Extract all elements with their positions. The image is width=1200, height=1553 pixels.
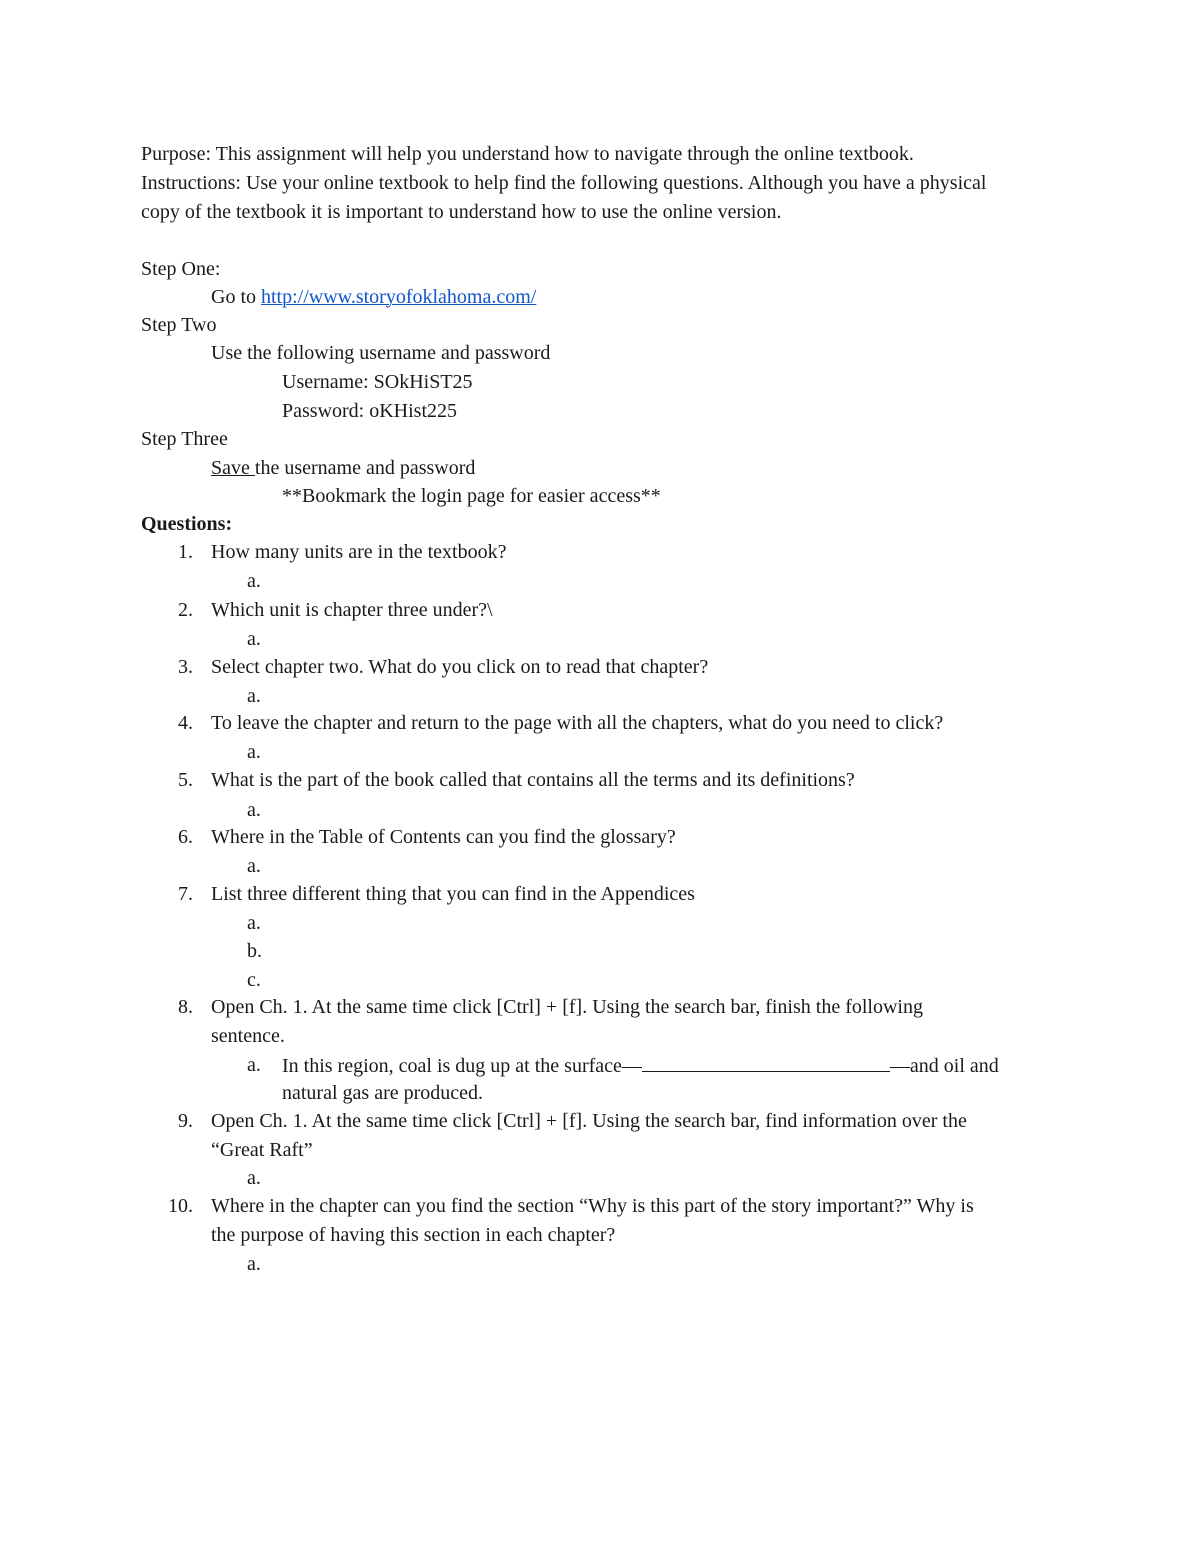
answer-label: a. xyxy=(247,1253,261,1275)
question-text: To leave the chapter and return to the page with all the chapters, what do you need to click? xyxy=(211,712,944,734)
question-number: 5. xyxy=(178,769,193,791)
answer-label: a. xyxy=(247,685,261,707)
question-number: 8. xyxy=(178,996,193,1018)
instructions-line-continued: copy of the textbook it is important to understand how to use the online version. xyxy=(141,201,782,223)
question-text-continued: “Great Raft” xyxy=(211,1139,313,1161)
question-text: Where in the Table of Contents can you find the glossary? xyxy=(211,826,676,848)
answer-label: a. xyxy=(247,855,261,877)
questions-heading: Questions: xyxy=(141,513,233,535)
question-text: Select chapter two. What do you click on to read that chapter? xyxy=(211,656,709,678)
question-number: 2. xyxy=(178,599,193,621)
password-line: Password: oKHist225 xyxy=(282,400,458,422)
question-number: 6. xyxy=(178,826,193,848)
question-text: Which unit is chapter three under?\ xyxy=(211,599,493,621)
question-text: How many units are in the textbook? xyxy=(211,541,507,563)
step-three-rest: the username and password xyxy=(254,457,476,479)
step-one-text xyxy=(211,283,536,311)
bookmark-note: **Bookmark the login page for easier access** xyxy=(282,485,661,507)
question-number: 3. xyxy=(178,656,193,678)
step-three-save: Save xyxy=(211,457,255,479)
fill-in-sentence-continued: natural gas are produced. xyxy=(282,1082,484,1104)
fill-in-blank xyxy=(642,1051,890,1072)
answer-label: a. xyxy=(247,570,261,592)
question-text: Open Ch. 1. At the same time click [Ctrl] + [f]. Using the search bar, finish the following xyxy=(211,996,923,1018)
answer-label: a. xyxy=(247,628,261,650)
question-number: 4. xyxy=(178,712,193,734)
textbook-website-link[interactable]: http://www.storyofoklahoma.com/ xyxy=(261,286,537,308)
step-two-text: Use the following username and password xyxy=(211,342,551,364)
question-number: 1. xyxy=(178,541,193,563)
step-one-prefix: Go to xyxy=(211,286,261,308)
answer-label: b. xyxy=(247,940,262,962)
question-text-continued: sentence. xyxy=(211,1025,285,1047)
step-two-title: Step Two xyxy=(141,314,217,336)
question-number: 7. xyxy=(178,883,193,905)
answer-label: a. xyxy=(247,799,261,821)
question-text-continued: the purpose of having this section in each chapter? xyxy=(211,1224,616,1246)
step-three-text xyxy=(211,454,475,482)
answer-label: a. xyxy=(247,1054,261,1076)
sentence-start: In this region, coal is dug up at the surface— xyxy=(282,1055,642,1077)
purpose-line: Purpose: This assignment will help you understand how to navigate through the online textbook. xyxy=(141,143,914,165)
question-number: 9. xyxy=(178,1110,193,1132)
answer-label: a. xyxy=(247,741,261,763)
question-text: List three different thing that you can find in the Appendices xyxy=(211,883,695,905)
question-text: What is the part of the book called that contains all the terms and its definitions? xyxy=(211,769,855,791)
question-number: 10. xyxy=(168,1195,193,1217)
step-one-title: Step One: xyxy=(141,258,221,280)
question-text: Where in the chapter can you find the section “Why is this part of the story important?” Why is xyxy=(211,1195,974,1217)
question-text: Open Ch. 1. At the same time click [Ctrl] + [f]. Using the search bar, find information over the xyxy=(211,1110,967,1132)
answer-label: a. xyxy=(247,912,261,934)
username-line: Username: SOkHiST25 xyxy=(282,371,473,393)
sentence-end: —and oil and xyxy=(889,1055,999,1077)
answer-label: c. xyxy=(247,969,261,991)
instructions-line: Instructions: Use your online textbook to help find the following questions. Although you have a physical xyxy=(141,172,987,194)
answer-label: a. xyxy=(247,1167,261,1189)
step-three-title: Step Three xyxy=(141,428,228,450)
fill-in-sentence xyxy=(282,1051,999,1079)
